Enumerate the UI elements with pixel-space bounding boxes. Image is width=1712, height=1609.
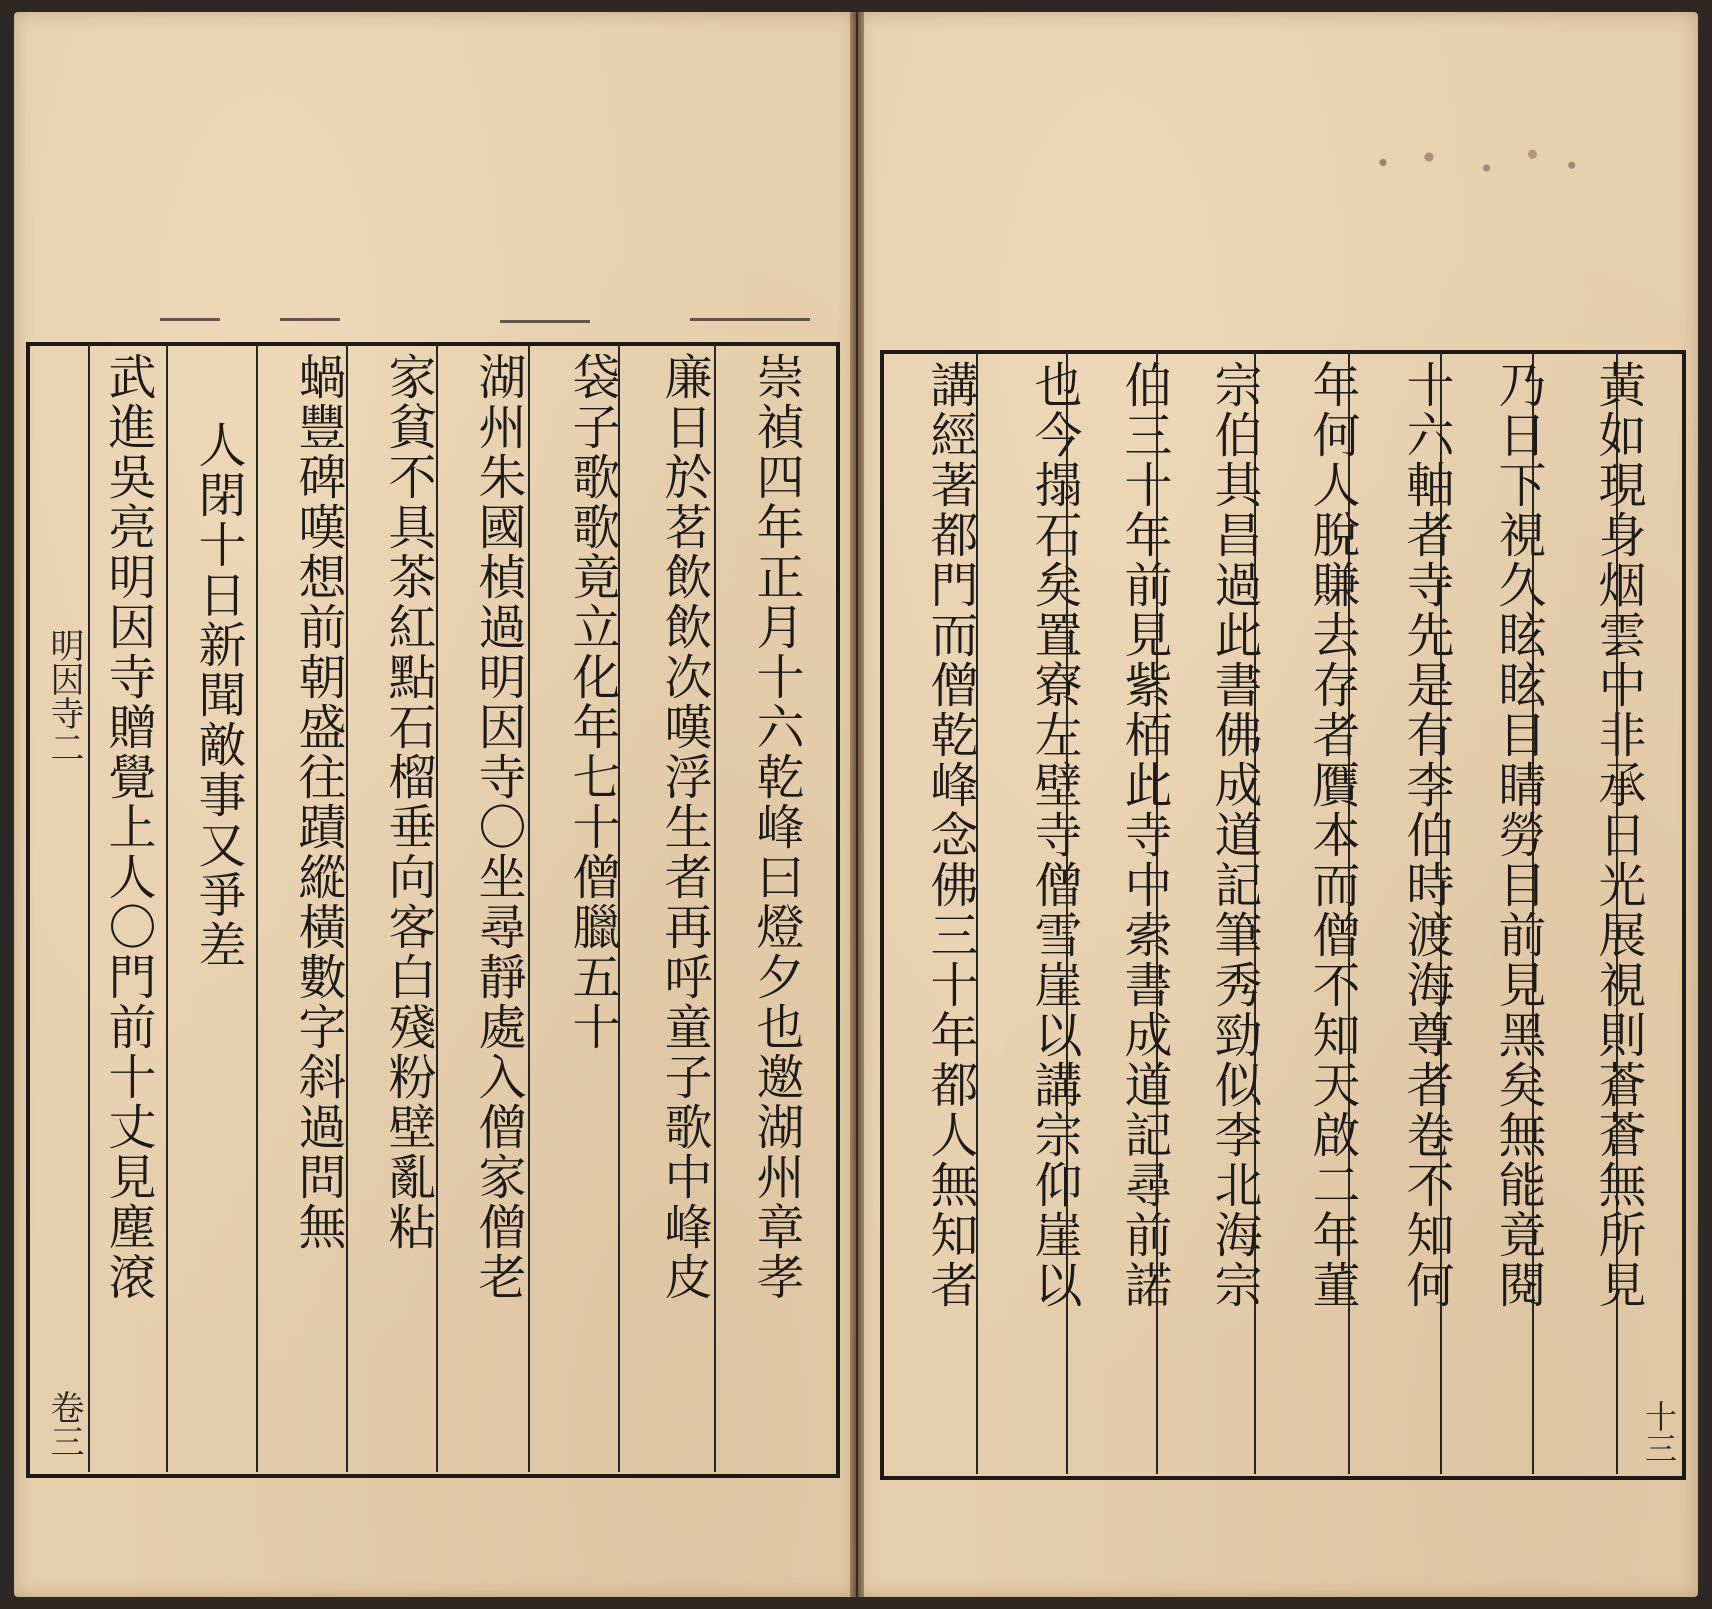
head-margin-mark — [500, 320, 590, 323]
column-rule — [256, 344, 258, 1472]
text-column: 年何人脫賺去存者贋本而僧不知天啟二年董 — [1304, 360, 1360, 1310]
right-page-frame — [880, 350, 1686, 1480]
text-column: 伯三十年前見紫栢此寺中索書成道記尋前諾 — [1116, 360, 1172, 1310]
text-column: 講經著都門而僧乾峰念佛三十年都人無知者 — [922, 360, 978, 1310]
faded-seal-stamp — [1360, 135, 1590, 190]
text-column: 崇禎四年正月十六乾峰曰燈夕也邀湖州章孝 — [748, 352, 804, 1302]
text-column: 也今搨石矣置寮左壁寺僧雪崖以講宗仰崖以 — [1026, 360, 1082, 1310]
book-gutter — [850, 12, 864, 1597]
text-column: 袋子歌歌竟立化年七十僧臘五十 — [564, 352, 620, 1052]
text-column: 宗伯其昌過此書佛成道記筆秀勁似李北海宗 — [1206, 360, 1262, 1310]
head-margin-mark — [690, 318, 810, 321]
text-column: 武進吳亮明因寺贈覺上人〇門前十丈見塵滾 — [100, 352, 156, 1302]
head-margin-mark — [160, 318, 220, 321]
text-column: 蝸豐碑嘆想前朝盛往蹟縱橫數字斜過問無 — [290, 352, 346, 1252]
head-margin-mark — [280, 318, 340, 321]
text-column: 湖州朱國楨過明因寺〇坐尋靜處入僧家僧老 — [470, 352, 526, 1302]
center-fold-title: 明因寺二 — [44, 628, 84, 764]
text-column: 乃日下視久眩眩目睛勞目前見黑矣無能竟閱 — [1490, 360, 1546, 1310]
text-column: 黃如現身烟雲中非承日光展視則蒼蒼無所見 — [1590, 360, 1646, 1310]
page-number: 十三 — [1640, 1400, 1678, 1464]
text-column: 廉日於茗飲飲次嘆浮生者再呼童子歌中峰皮 — [656, 352, 712, 1302]
center-fold-juan: 卷三 — [44, 1390, 84, 1458]
column-rule — [88, 344, 90, 1472]
text-column: 家貧不具茶紅點石榴垂向客白殘粉壁亂粘 — [380, 352, 436, 1252]
column-rule — [166, 344, 168, 1472]
text-column: 人閉十日新聞敵事又爭差 — [190, 420, 246, 970]
text-column: 十六軸者寺先是有李伯時渡海尊者卷不知何 — [1398, 360, 1454, 1310]
